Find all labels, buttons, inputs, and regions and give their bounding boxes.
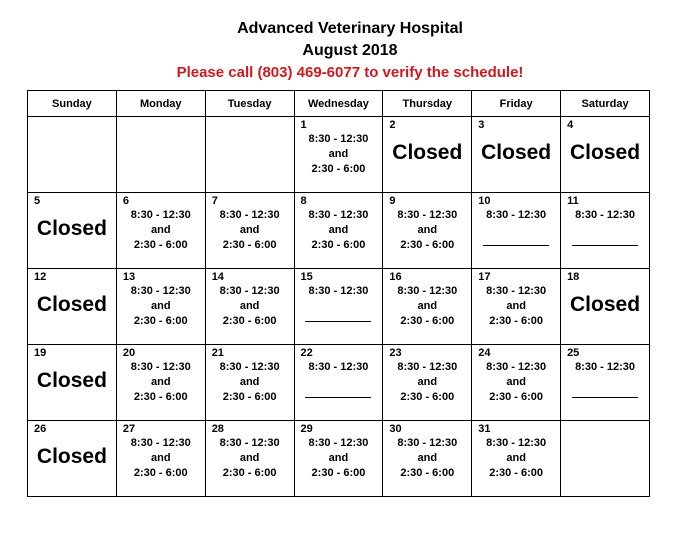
day-number: 29 xyxy=(300,423,313,435)
calendar-day-cell xyxy=(472,193,561,269)
and-label: and xyxy=(150,300,171,312)
weekday-header: Tuesday xyxy=(205,91,294,117)
hours-block xyxy=(206,208,294,253)
calendar-day-cell xyxy=(561,269,650,345)
and-label: and xyxy=(506,300,526,312)
closed-label: Closed xyxy=(570,293,641,316)
weekday-header: Monday xyxy=(116,91,205,117)
calendar-day-cell xyxy=(383,345,472,421)
day-number: 24 xyxy=(478,347,491,359)
day-number: 17 xyxy=(478,271,491,283)
hours-block xyxy=(383,208,471,253)
calendar-day-cell xyxy=(28,193,117,269)
morning-hours: 8:30 - 12:30 xyxy=(130,437,191,449)
blank-underline xyxy=(572,245,638,246)
calendar-day-cell xyxy=(205,421,294,497)
day-number: 22 xyxy=(300,347,313,359)
hours-block xyxy=(295,208,383,253)
weekday-header-row xyxy=(28,91,650,117)
and-label: and xyxy=(239,376,260,388)
and-label: and xyxy=(150,376,171,388)
morning-hours: 8:30 - 12:30 xyxy=(486,361,547,373)
weekday-header: Wednesday xyxy=(294,91,383,117)
calendar-body xyxy=(28,117,650,497)
afternoon-hours: 2:30 - 6:00 xyxy=(133,467,188,479)
schedule-notice: Please call (803) 469-6077 to verify the schedule! xyxy=(176,64,524,81)
afternoon-hours: 2:30 - 6:00 xyxy=(400,315,455,327)
month-title: August 2018 xyxy=(302,42,398,59)
calendar-day-cell xyxy=(294,421,383,497)
morning-hours: 8:30 - 12:30 xyxy=(308,209,369,221)
calendar-day-cell xyxy=(28,269,117,345)
blank-underline xyxy=(305,397,371,398)
afternoon-hours: 2:30 - 6:00 xyxy=(133,315,188,327)
calendar-week-row xyxy=(28,345,650,421)
afternoon-hours: 2:30 - 6:00 xyxy=(311,239,366,251)
afternoon-hours: 2:30 - 6:00 xyxy=(489,315,544,327)
closed-label: Closed xyxy=(481,141,552,164)
morning-hours: 8:30 - 12:30 xyxy=(397,361,458,373)
hours-block xyxy=(295,436,383,481)
hours-block xyxy=(295,360,383,375)
calendar-week-row xyxy=(28,193,650,269)
afternoon-hours: 2:30 - 6:00 xyxy=(311,163,366,175)
and-label: and xyxy=(417,300,438,312)
calendar-day-cell xyxy=(116,421,205,497)
day-number: 21 xyxy=(211,347,224,359)
calendar-day-cell xyxy=(28,117,117,193)
morning-hours: 8:30 - 12:30 xyxy=(130,361,191,373)
calendar-day-cell xyxy=(383,117,472,193)
calendar-day-cell xyxy=(561,345,650,421)
day-number: 25 xyxy=(567,347,580,359)
hours-block xyxy=(117,208,205,253)
hours-block xyxy=(383,284,471,329)
and-label: and xyxy=(506,376,526,388)
calendar-day-cell xyxy=(294,269,383,345)
day-number: 3 xyxy=(478,119,485,131)
and-label: and xyxy=(239,452,260,464)
calendar-day-cell xyxy=(472,117,561,193)
and-label: and xyxy=(150,452,171,464)
calendar-day-cell xyxy=(294,117,383,193)
calendar-day-cell xyxy=(383,193,472,269)
afternoon-hours: 2:30 - 6:00 xyxy=(133,239,188,251)
morning-hours: 8:30 - 12:30 xyxy=(575,361,635,373)
day-number: 27 xyxy=(122,423,136,435)
morning-hours: 8:30 - 12:30 xyxy=(308,437,369,449)
weekday-header: Thursday xyxy=(383,91,472,117)
and-label: and xyxy=(150,224,171,236)
and-label: and xyxy=(506,452,526,464)
closed-label: Closed xyxy=(36,445,107,468)
morning-hours: 8:30 - 12:30 xyxy=(308,361,369,373)
day-number: 20 xyxy=(122,347,136,359)
calendar-day-cell xyxy=(205,117,294,193)
hours-block xyxy=(206,436,294,481)
calendar-day-cell xyxy=(116,345,205,421)
day-number: 18 xyxy=(567,271,580,283)
closed-label: Closed xyxy=(570,141,641,164)
day-number: 10 xyxy=(478,195,491,207)
calendar-week-row xyxy=(28,117,650,193)
morning-hours: 8:30 - 12:30 xyxy=(308,133,369,145)
hours-block xyxy=(472,436,560,481)
day-number: 4 xyxy=(567,119,574,131)
morning-hours: 8:30 - 12:30 xyxy=(397,209,458,221)
calendar-week-row xyxy=(28,269,650,345)
and-label: and xyxy=(328,148,349,160)
calendar-day-cell xyxy=(116,117,205,193)
day-number: 13 xyxy=(122,271,136,283)
hours-block xyxy=(383,360,471,405)
calendar-day-cell xyxy=(472,421,561,497)
afternoon-hours: 2:30 - 6:00 xyxy=(400,239,455,251)
afternoon-hours: 2:30 - 6:00 xyxy=(400,467,455,479)
calendar-day-cell xyxy=(116,269,205,345)
day-number: 2 xyxy=(389,119,396,131)
day-number: 7 xyxy=(211,195,218,207)
day-number: 28 xyxy=(211,423,224,435)
closed-label: Closed xyxy=(36,369,107,392)
hours-block xyxy=(295,284,383,299)
hours-block xyxy=(561,208,649,223)
afternoon-hours: 2:30 - 6:00 xyxy=(222,467,277,479)
and-label: and xyxy=(417,452,438,464)
and-label: and xyxy=(328,452,349,464)
calendar-day-cell xyxy=(383,269,472,345)
hours-block xyxy=(117,436,205,481)
morning-hours: 8:30 - 12:30 xyxy=(486,285,547,297)
afternoon-hours: 2:30 - 6:00 xyxy=(133,391,188,403)
calendar-day-cell xyxy=(561,421,650,497)
morning-hours: 8:30 - 12:30 xyxy=(486,437,547,449)
morning-hours: 8:30 - 12:30 xyxy=(130,209,191,221)
calendar-day-cell xyxy=(561,193,650,269)
calendar-grid xyxy=(27,90,650,497)
morning-hours: 8:30 - 12:30 xyxy=(575,209,635,221)
hours-block xyxy=(117,360,205,405)
calendar-day-cell xyxy=(383,421,472,497)
hours-block xyxy=(117,284,205,329)
afternoon-hours: 2:30 - 6:00 xyxy=(489,391,544,403)
and-label: and xyxy=(328,224,349,236)
blank-underline xyxy=(305,321,371,322)
morning-hours: 8:30 - 12:30 xyxy=(308,285,369,297)
afternoon-hours: 2:30 - 6:00 xyxy=(222,239,277,251)
day-number: 5 xyxy=(34,195,41,207)
day-number: 16 xyxy=(389,271,402,283)
day-number: 30 xyxy=(389,423,402,435)
afternoon-hours: 2:30 - 6:00 xyxy=(222,315,277,327)
closed-label: Closed xyxy=(36,293,107,316)
page-title: Advanced Veterinary Hospital xyxy=(237,20,463,37)
calendar-day-cell xyxy=(472,269,561,345)
day-number: 9 xyxy=(389,195,396,207)
day-number: 6 xyxy=(122,195,129,207)
and-label: and xyxy=(417,376,438,388)
calendar-day-cell xyxy=(28,345,117,421)
and-label: and xyxy=(239,224,260,236)
calendar-day-cell xyxy=(205,193,294,269)
day-number: 23 xyxy=(389,347,402,359)
afternoon-hours: 2:30 - 6:00 xyxy=(311,467,366,479)
day-number: 31 xyxy=(478,423,491,435)
closed-label: Closed xyxy=(36,217,107,240)
calendar-day-cell xyxy=(205,345,294,421)
blank-underline xyxy=(572,397,638,398)
blank-underline xyxy=(483,245,549,246)
morning-hours: 8:30 - 12:30 xyxy=(397,437,458,449)
hours-block xyxy=(561,360,649,375)
hours-block xyxy=(472,208,560,223)
morning-hours: 8:30 - 12:30 xyxy=(219,437,280,449)
calendar-day-cell xyxy=(472,345,561,421)
weekday-header: Friday xyxy=(472,91,561,117)
calendar-day-cell xyxy=(294,345,383,421)
day-number: 8 xyxy=(300,195,307,207)
weekday-header: Saturday xyxy=(561,91,650,117)
calendar-day-cell xyxy=(561,117,650,193)
day-number: 26 xyxy=(34,423,47,435)
morning-hours: 8:30 - 12:30 xyxy=(219,361,280,373)
hours-block xyxy=(383,436,471,481)
day-number: 14 xyxy=(211,271,224,283)
hours-block xyxy=(206,360,294,405)
calendar-day-cell xyxy=(294,193,383,269)
closed-label: Closed xyxy=(392,141,463,164)
calendar-day-cell xyxy=(116,193,205,269)
morning-hours: 8:30 - 12:30 xyxy=(219,285,280,297)
day-number: 12 xyxy=(34,271,47,283)
calendar-day-cell xyxy=(28,421,117,497)
morning-hours: 8:30 - 12:30 xyxy=(486,209,547,221)
morning-hours: 8:30 - 12:30 xyxy=(397,285,458,297)
day-number: 1 xyxy=(300,119,307,131)
hours-block xyxy=(295,132,383,177)
day-number: 15 xyxy=(300,271,313,283)
hours-block xyxy=(206,284,294,329)
weekday-header: Sunday xyxy=(28,91,117,117)
afternoon-hours: 2:30 - 6:00 xyxy=(222,391,277,403)
afternoon-hours: 2:30 - 6:00 xyxy=(489,467,544,479)
calendar-day-cell xyxy=(205,269,294,345)
morning-hours: 8:30 - 12:30 xyxy=(130,285,191,297)
hours-block xyxy=(472,360,560,405)
and-label: and xyxy=(239,300,260,312)
day-number: 19 xyxy=(34,347,47,359)
hours-block xyxy=(472,284,560,329)
and-label: and xyxy=(417,224,438,236)
morning-hours: 8:30 - 12:30 xyxy=(219,209,280,221)
day-number: 11 xyxy=(567,195,579,207)
calendar-week-row xyxy=(28,421,650,497)
afternoon-hours: 2:30 - 6:00 xyxy=(400,391,455,403)
